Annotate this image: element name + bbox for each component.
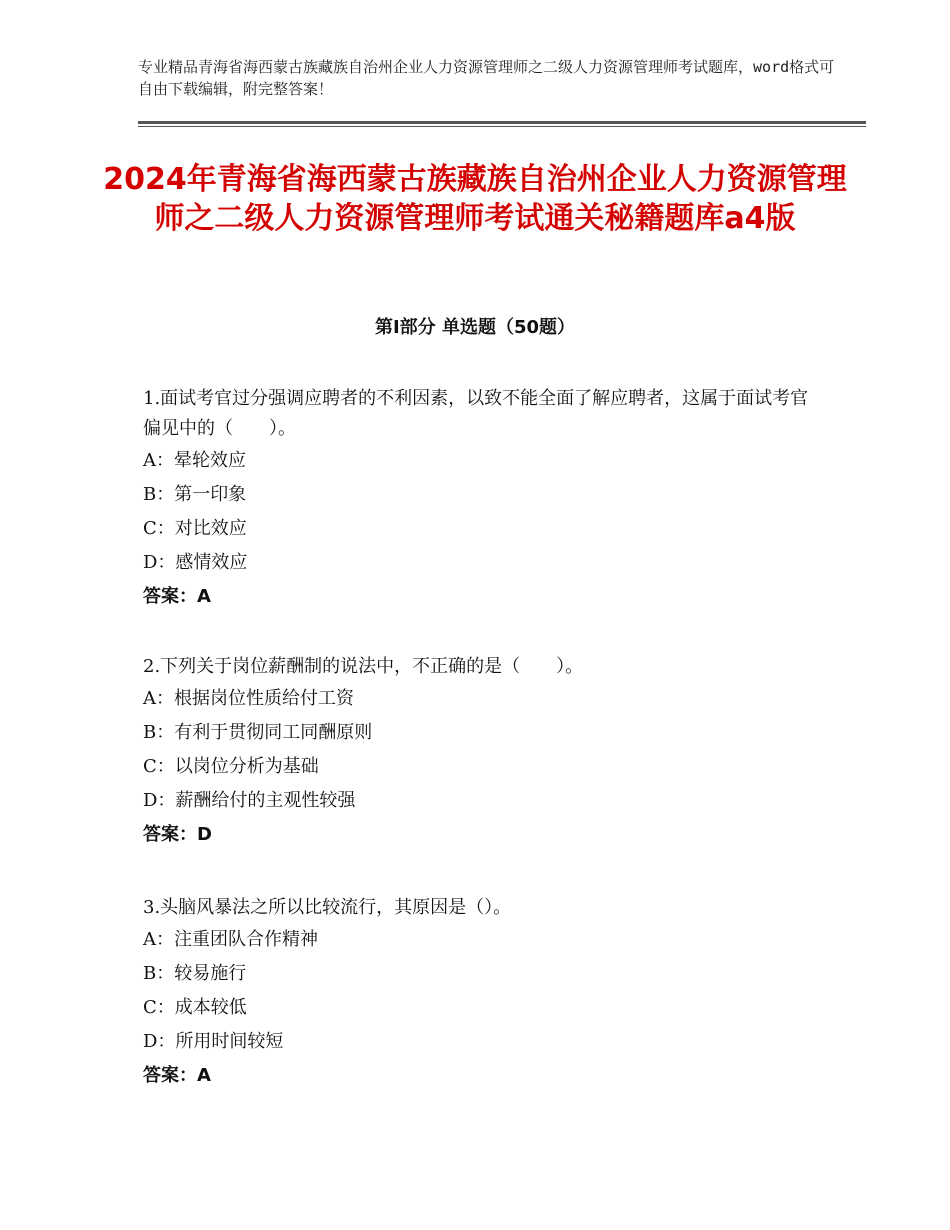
question-stem: 2.下列关于岗位薪酬制的说法中，不正确的是（ ）。 bbox=[143, 656, 584, 677]
option-b: B：有利于贯彻同工同酬原则 bbox=[143, 722, 373, 743]
option-a: A：晕轮效应 bbox=[143, 450, 246, 471]
answer: 答案：A bbox=[143, 1065, 211, 1086]
answer: 答案：A bbox=[143, 586, 211, 607]
option-d: D：所用时间较短 bbox=[143, 1031, 284, 1052]
option-d: D：感情效应 bbox=[143, 552, 248, 573]
option-d: D：薪酬给付的主观性较强 bbox=[143, 790, 356, 811]
section-title: 第Ⅰ部分 单选题（50题） bbox=[374, 317, 575, 338]
option-c: C：以岗位分析为基础 bbox=[143, 756, 319, 777]
option-c: C：成本较低 bbox=[143, 997, 247, 1018]
question-1 bbox=[143, 384, 823, 614]
option-c: C：对比效应 bbox=[143, 518, 247, 539]
option-a: A：根据岗位性质给付工资 bbox=[143, 688, 354, 709]
question-stem: 3.头脑风暴法之所以比较流行，其原因是（）。 bbox=[143, 897, 512, 918]
option-b: B：第一印象 bbox=[143, 484, 247, 505]
question-3 bbox=[143, 893, 823, 1093]
header-divider-thin bbox=[138, 126, 866, 127]
header-divider-thick bbox=[138, 121, 866, 124]
option-a: A：注重团队合作精神 bbox=[143, 929, 318, 950]
question-stem: 1.面试考官过分强调应聘者的不利因素，以致不能全面了解应聘者，这属于面试考官偏见中的（ ）。 bbox=[143, 388, 809, 439]
answer: 答案：D bbox=[143, 824, 212, 845]
header-note: 专业精品青海省海西蒙古族藏族自治州企业人力资源管理师之二级人力资源管理师考试题库，word格式可自由下载编辑，附完整答案！ bbox=[138, 58, 835, 98]
option-b: B：较易施行 bbox=[143, 963, 247, 984]
document-title: 2024年青海省海西蒙古族藏族自治州企业人力资源管理师之二级人力资源管理师考试通关秘籍题库a4版 bbox=[103, 162, 847, 236]
question-2 bbox=[143, 652, 823, 852]
